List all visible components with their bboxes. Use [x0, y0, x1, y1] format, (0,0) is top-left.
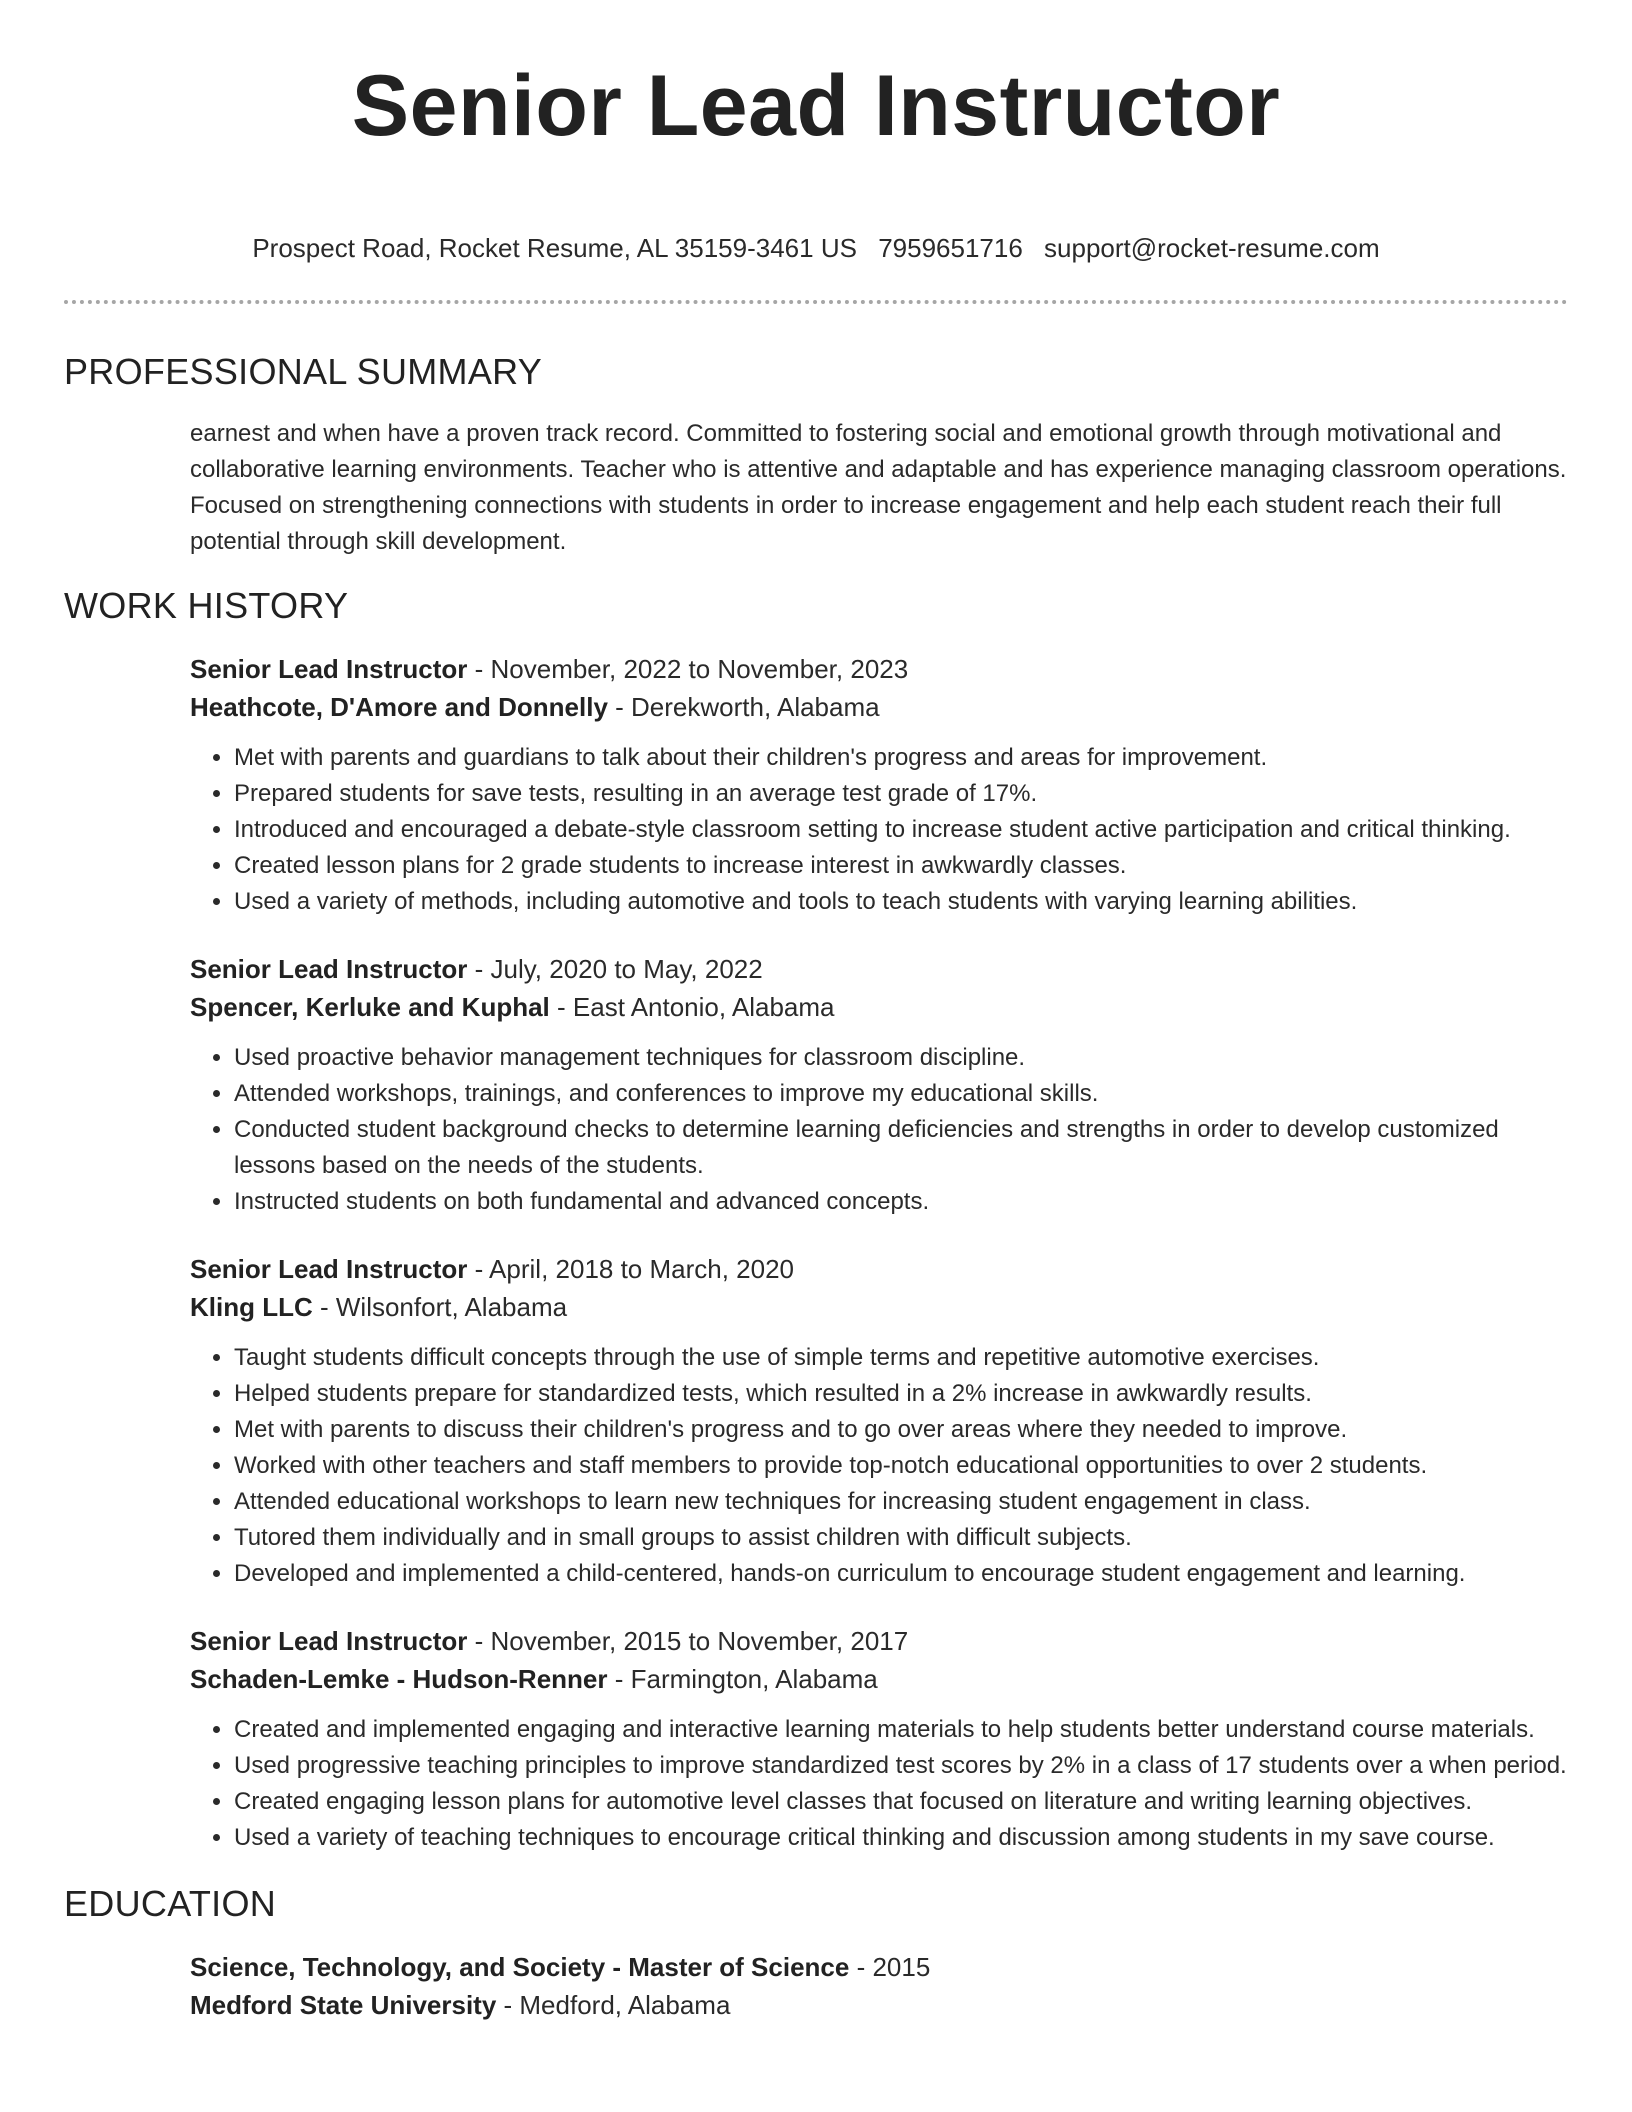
job-role: Senior Lead Instructor — [190, 1626, 468, 1656]
contact-email: support@rocket-resume.com — [1044, 233, 1380, 263]
job-bullets — [190, 1712, 1568, 1856]
work-history-section — [64, 650, 1568, 1856]
education-year: - 2015 — [849, 1952, 931, 1982]
job-bullet: • Used progressive teaching principles to improve standardized test scores by 2% in a class of 17 students over a when period. — [234, 1748, 1568, 1784]
job-bullet: • Tutored them individually and in small groups to assist children with difficult subjects. — [234, 1520, 1568, 1556]
job-bullet: • Prepared students for save tests, resulting in an average test grade of 17%. — [234, 776, 1568, 812]
job-dates: - November, 2015 to November, 2017 — [467, 1626, 909, 1656]
job-role: Senior Lead Instructor — [190, 1254, 468, 1284]
section-title-education: EDUCATION — [64, 1883, 277, 1924]
job-company: Spencer, Kerluke and Kuphal — [190, 992, 550, 1022]
education-location: - Medford, Alabama — [496, 1990, 731, 2020]
education-degree: Science, Technology, and Society - Master of Science — [190, 1952, 850, 1982]
job-bullet: • Taught students difficult concepts through the use of simple terms and repetitive automotive exercises. — [234, 1340, 1568, 1376]
job-bullets — [190, 1340, 1568, 1592]
job-company: Kling LLC — [190, 1292, 313, 1322]
job-company-line — [190, 988, 1568, 1026]
job-bullet: • Met with parents to discuss their children's progress and to go over areas where they needed to improve. — [234, 1412, 1568, 1448]
job-bullet: • Created engaging lesson plans for automotive level classes that focused on literature and writing learning objectives. — [234, 1784, 1568, 1820]
summary-section — [64, 416, 1568, 560]
job-bullet: • Used a variety of teaching techniques to encourage critical thinking and discussion among students in my save course. — [234, 1820, 1568, 1856]
job-location: - Derekworth, Alabama — [607, 692, 880, 722]
job-company: Heathcote, D'Amore and Donnelly — [190, 692, 608, 722]
contact-phone: 7959651716 — [878, 233, 1023, 263]
job-bullet: • Instructed students on both fundamental and advanced concepts. — [234, 1184, 1568, 1220]
header-divider — [64, 300, 1568, 304]
job-bullet: • Used a variety of methods, including automotive and tools to teach students with varying learning abilities. — [234, 884, 1568, 920]
job-company-line — [190, 1660, 1568, 1698]
job-entry — [190, 950, 1568, 1220]
job-bullet: • Attended educational workshops to learn new techniques for increasing student engagement in class. — [234, 1484, 1568, 1520]
education-degree-line — [190, 1948, 1568, 1986]
job-company-line — [190, 688, 1568, 726]
job-title-line — [190, 1622, 1568, 1660]
job-bullets — [190, 1040, 1568, 1220]
job-bullet: • Created and implemented engaging and interactive learning materials to help students better understand course materials. — [234, 1712, 1568, 1748]
section-title-work-history: WORK HISTORY — [64, 585, 349, 626]
contact-address: Prospect Road, Rocket Resume, AL 35159-3461 US — [252, 233, 857, 263]
job-dates: - November, 2022 to November, 2023 — [467, 654, 909, 684]
job-bullet: • Created lesson plans for 2 grade students to increase interest in awkwardly classes. — [234, 848, 1568, 884]
job-bullet: • Conducted student background checks to determine learning deficiencies and strengths in order to develop customized lessons based on the needs of the students. — [234, 1112, 1568, 1184]
education-school-line — [190, 1986, 1568, 2024]
job-title-line — [190, 1250, 1568, 1288]
job-entry — [190, 1250, 1568, 1592]
job-title-line — [190, 650, 1568, 688]
job-dates: - July, 2020 to May, 2022 — [467, 954, 763, 984]
job-company-line — [190, 1288, 1568, 1326]
job-role: Senior Lead Instructor — [190, 954, 468, 984]
section-title-summary: PROFESSIONAL SUMMARY — [64, 351, 543, 392]
job-entry — [190, 1622, 1568, 1856]
job-bullet: • Introduced and encouraged a debate-style classroom setting to increase student active participation and critical thinking. — [234, 812, 1568, 848]
job-role: Senior Lead Instructor — [190, 654, 468, 684]
summary-text: earnest and when have a proven track record. Committed to fostering social and emotional growth through motivational and collaborative learning environments. Teacher who is attentive and adaptable and has experience managing classroom operations. Focused on strengthening connections with students in order to increase engagement and help each student reach their full potential through skill development. — [190, 420, 1567, 555]
job-location: - Farmington, Alabama — [607, 1664, 878, 1694]
job-entry — [190, 650, 1568, 920]
job-bullets — [190, 740, 1568, 920]
job-company: Schaden-Lemke - Hudson-Renner — [190, 1664, 608, 1694]
job-location: - Wilsonfort, Alabama — [312, 1292, 568, 1322]
job-bullet: • Developed and implemented a child-centered, hands-on curriculum to encourage student engagement and learning. — [234, 1556, 1568, 1592]
education-section — [64, 1948, 1568, 2024]
job-title-line — [190, 950, 1568, 988]
education-entry — [190, 1948, 1568, 2024]
job-location: - East Antonio, Alabama — [549, 992, 835, 1022]
job-bullet: • Attended workshops, trainings, and conferences to improve my educational skills. — [234, 1076, 1568, 1112]
contact-line — [64, 232, 1568, 264]
job-bullet: • Met with parents and guardians to talk about their children's progress and areas for improvement. — [234, 740, 1568, 776]
job-bullet: • Worked with other teachers and staff members to provide top-notch educational opportunities to over 2 students. — [234, 1448, 1568, 1484]
resume-name: Senior Lead Instructor — [351, 58, 1281, 154]
education-school: Medford State University — [190, 1990, 497, 2020]
job-bullet: • Used proactive behavior management techniques for classroom discipline. — [234, 1040, 1568, 1076]
job-dates: - April, 2018 to March, 2020 — [467, 1254, 795, 1284]
job-bullet: • Helped students prepare for standardized tests, which resulted in a 2% increase in awkwardly results. — [234, 1376, 1568, 1412]
